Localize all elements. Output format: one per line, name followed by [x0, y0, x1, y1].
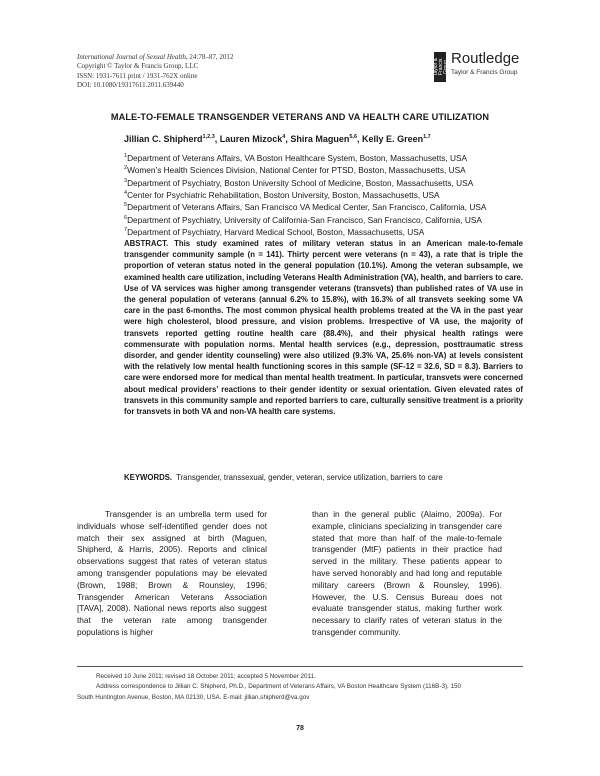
page-number: 78 — [296, 725, 304, 732]
doi-line: DOI: 10.1080/19317611.2011.639440 — [77, 81, 184, 90]
publisher-subline: Taylor & Francis Group — [451, 69, 518, 76]
received-dates: Received 10 June 2011; revised 18 October 2011; accepted 5 November 2011. — [96, 673, 316, 680]
author-affil-sup: 5,6 — [349, 134, 358, 140]
publisher-mark-icon: Taylor & Francis Group — [434, 52, 446, 82]
author-affil-sup: 1,2,3 — [202, 134, 215, 140]
article-title: MALE-TO-FEMALE TRANSGENDER VETERANS AND VA HEALTH CARE UTILIZATION — [110, 112, 490, 122]
issn-line: ISSN: 1931-7611 print / 1931-762X online — [77, 71, 198, 80]
journal-citation — [77, 53, 233, 62]
author-name: Kelly E. Green — [362, 134, 424, 144]
affiliation-list — [124, 151, 486, 238]
affiliation — [124, 176, 486, 188]
publisher-brand: Routledge — [451, 50, 520, 67]
journal-name: International Journal of Sexual Health — [77, 53, 186, 61]
correspondence-address-cont: South Huntington Avenue, Boston, MA 02130, USA. E-mail: jillian.shipherd@va.gov — [77, 693, 310, 701]
publisher-logo — [434, 50, 534, 84]
affiliation-text: Department of Veterans Affairs, San Francisco VA Medical Center, San Francisco, California, USA — [127, 202, 487, 213]
abstract: ABSTRACT. This study examined rates of military veteran status in an American male-to-female transgender community sample (n = 141). Thirty percent were veterans (n = 43), a rate that is triple the proportion of veteran status noted in the general population (10.1%). Among the veteran subsample, we examined health care utilization, including Veterans Health Administration (VA), health, and barriers to care. Use of VA services was higher among transgender veterans (transvets) than published rates of VA use in the general population of veterans (annual 6.2% to 15.8%), with 16.3% of all transvets seeking some VA care in the past 6-months. The most common physical health problems treated at the VA in the past year were high cholesterol, blood pressure, and vision problems. Irrespective of VA use, the majority of transvets reported getting routine health care (88.4%), and their physical health ratings were commensurate with population norms. Mental health services (e.g., depression, posttraumatic stress disorder, and gender identity counseling) were also utilized (9.3% VA, 25.6% non-VA) at levels consistent with the relatively low mental health functioning scores in this sample (SF-12 = 32.6, SD = 8.3). Barriers to care were endorsed more for medical than mental health treatment. In particular, transvets were concerned about medical providers’ reactions to their gender identity or sexual orientation. Given elevated rates of transvets in this community sample and reported barriers to care, culturally sensitive treatment is a priority for transvets in both VA and non-VA health care systems. — [124, 239, 523, 417]
keywords-label: KEYWORDS. — [124, 473, 173, 482]
affiliation-sup: 1 — [124, 153, 128, 159]
author-name: Shira Maguen — [290, 134, 350, 144]
affiliation — [124, 200, 486, 212]
keywords-text: Transgender, transsexual, gender, veteran, service utilization, barriers to care — [176, 473, 443, 482]
author-list — [124, 134, 431, 144]
keywords — [124, 473, 443, 482]
affiliation-text: Department of Psychiatry, Boston University School of Medicine, Boston, Massachusetts, USA — [127, 177, 474, 188]
affiliation — [124, 188, 486, 200]
journal-info — [77, 53, 233, 91]
author-separator: , — [214, 134, 220, 144]
footnotes — [77, 672, 523, 703]
affiliation-sup: 2 — [124, 165, 128, 172]
author-separator: , — [285, 134, 291, 144]
affiliation — [124, 213, 486, 225]
affiliation-sup: 4 — [124, 190, 128, 197]
author-affil-sup: 1,7 — [423, 134, 431, 140]
copyright-line: Copyright © Taylor & Francis Group, LLC — [77, 62, 199, 71]
affiliation — [124, 225, 486, 237]
correspondence-address: Address correspondence to Jillian C. Shipherd, Ph.D., Department of Veterans Affairs, VA Boston Healthcare System (116B-3), 150 — [96, 683, 462, 691]
author-affil-sup: 4 — [282, 134, 286, 140]
affiliation-text: Women’s Health Sciences Division, National Center for PTSD, Boston, Massachusetts, USA — [127, 165, 466, 176]
body-column-right: than in the general public (Alaimo, 2009a). For example, clinicians specializing in transgender care stated that more than half of the male-to-female transgender (MtF) patients in their practice had served in the military. These patients appear to have served honorably and had long and reputable military careers (Brown & Rounsley, 1996). However, the U.S. Census Bureau does not evaluate transgender status, making further work necessary to clarify rates of veteran status in the transgender community. — [312, 509, 502, 637]
affiliation-text: Department of Psychiatry, Harvard Medical School, Boston, Massachusetts, USA — [127, 226, 425, 237]
author-separator: , — [357, 134, 363, 144]
affiliation-text: Center for Psychiatric Rehabilitation, Boston University, Boston, Massachusetts, USA — [127, 189, 440, 200]
affiliation-text: Department of Veterans Affairs, VA Boston Healthcare System, Boston, Massachusetts, USA — [127, 152, 468, 163]
affiliation-sup: 7 — [124, 227, 128, 234]
journal-volume: , 24:78–87, 2012 — [185, 53, 234, 61]
affiliation-sup: 6 — [124, 214, 128, 221]
affiliation-text: Department of Psychiatry, University of California-San Francisco, San Francisco, California, USA — [127, 214, 482, 225]
affiliation — [124, 151, 486, 163]
body-column-left: Transgender is an umbrella term used for individuals whose self-identified gender does not match their sex assigned at birth (Maguen, Shipherd, & Harris, 2005). Reports and clinical observations suggest that rates of veteran status among transgender populations may be elevated (Brown, 1988; Brown & Rounsley, 1996; Transgender American Veterans Association [TAVA], 2008). National news reports also suggest that the veteran rate among transgender populations is higher — [77, 509, 267, 637]
affiliation-sup: 3 — [124, 177, 128, 184]
author-name: Jillian C. Shipherd — [124, 134, 203, 144]
author-name: Lauren Mizock — [219, 134, 283, 144]
affiliation — [124, 163, 486, 175]
affiliation-sup: 5 — [124, 202, 128, 209]
footnote-divider — [77, 666, 523, 667]
